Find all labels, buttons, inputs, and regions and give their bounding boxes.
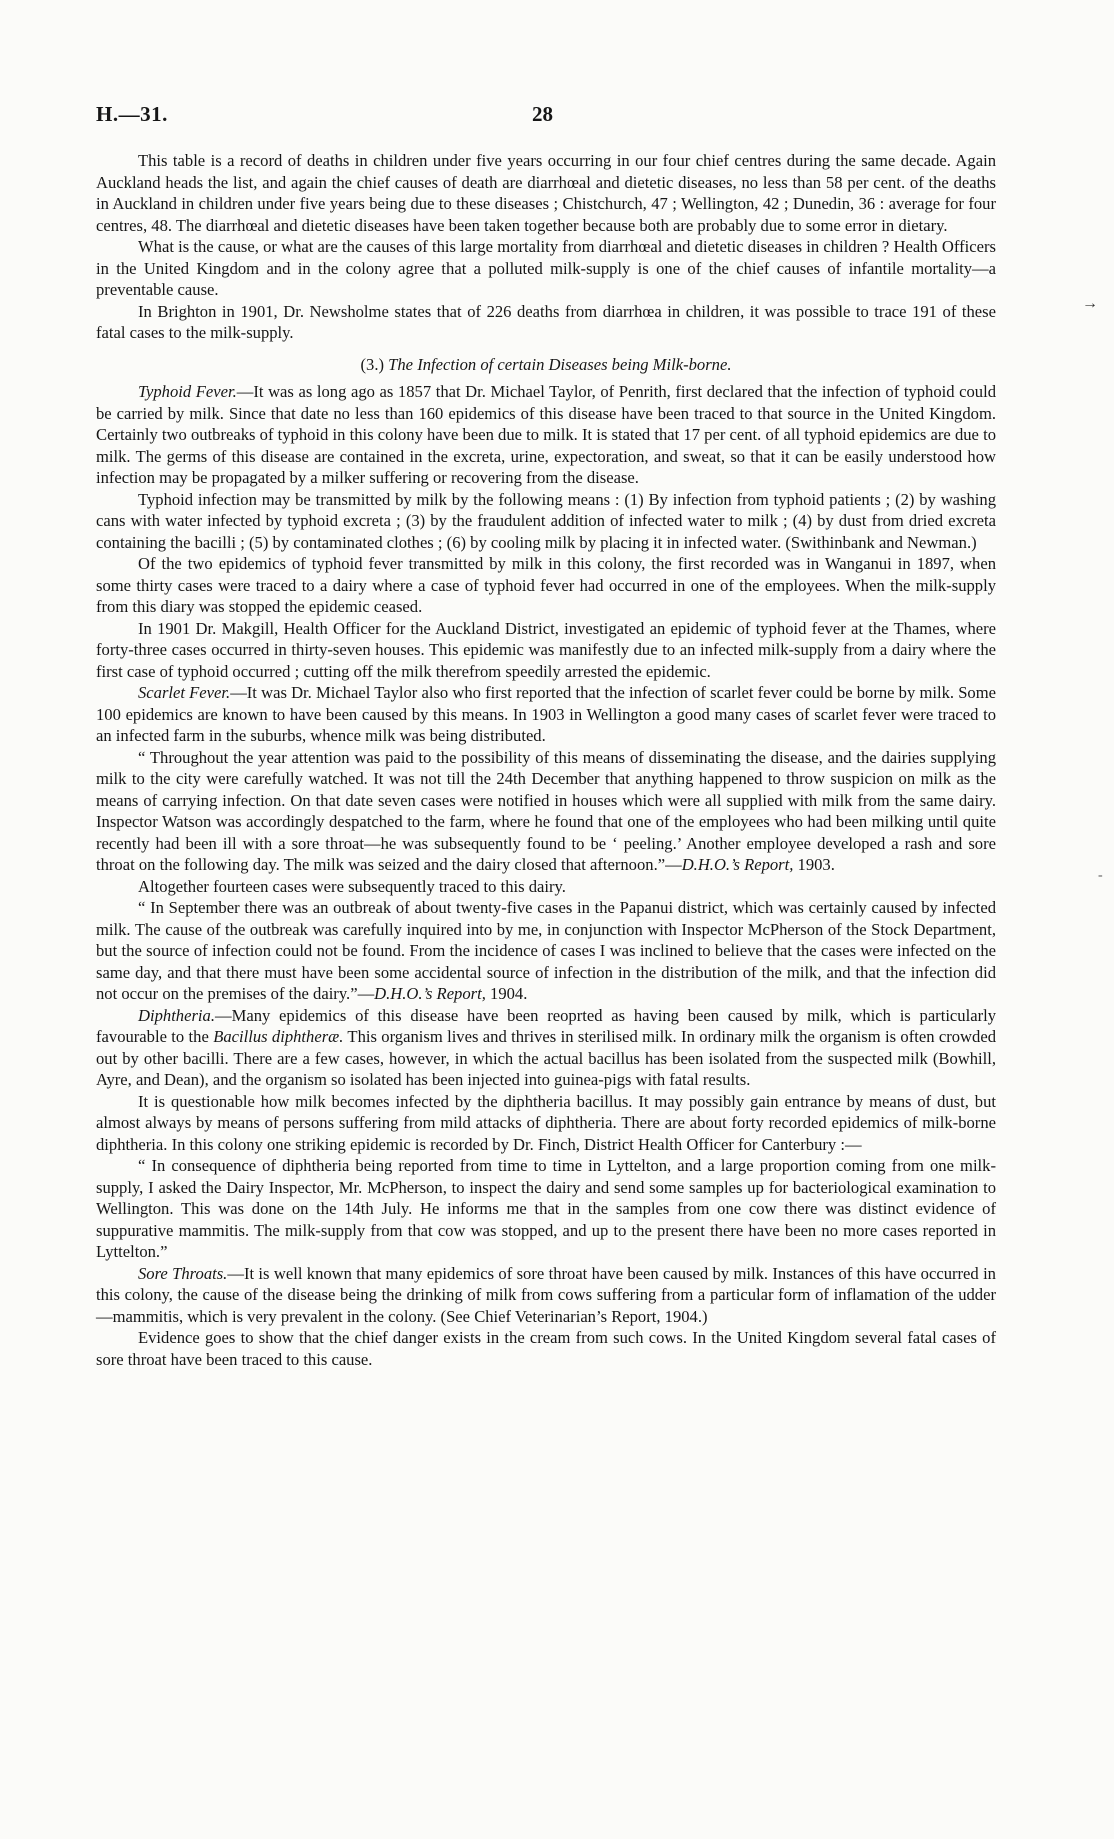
- typhoid-label: Typhoid Fever.: [138, 382, 237, 401]
- margin-arrow-mark: →: [1082, 295, 1098, 312]
- diphtheria-label: Diphtheria.: [138, 1005, 215, 1025]
- paragraph-scarlet-intro: Scarlet Fever.—It was Dr. Michael Taylor also who first reported that the infection of scarlet fever could be borne by milk. Some 100 epidemics are known to have been caused by this means. In 1903 in Wellington a good many cases of scarlet fever were traced to an infected farm in the suburbs, whence milk was being distributed.: [96, 683, 996, 745]
- paragraph-brighton: In Brighton in 1901, Dr. Newsholme states that of 226 deaths from diarrhœa in children, it was possible to trace 191 of these fatal cases to the milk-supply.: [96, 301, 996, 342]
- paragraph-typhoid-intro: Typhoid Fever.—It was as long ago as 1857 that Dr. Michael Taylor, of Penrith, first declared that the infection of typhoid could be carried by milk. Since that date no less than 160 epidemics of this disease have been traced to that source in the United Kingdom. Certainly two outbreaks of typhoid in this colony have been due to milk. It is stated that 17 per cent. of all typhoid epidemics are due to milk. The germs of this disease are contained in the excreta, urine, expectoration, and sweat, so that it can be easily understood how infection may be propagated by a milker suffering or recovering from the disease.: [96, 382, 996, 487]
- paragraph-diphtheria-quote: “ In consequence of diphtheria being reported from time to time in Lyttelton, and a large proportion coming from one milk-supply, I asked the Dairy Inspector, Mr. McPherson, to inspect the dairy and send some samples up for bacteriological examination to Wellington. This was done on the 14th July. He informs me that in the samples from one cow there was distinct evidence of suppurative mammitis. The milk-supply from that cow was stopped, and up to the present there have been no more cases reported in Lyttelton.”: [96, 1156, 996, 1261]
- paragraph-diphtheria-infection: It is questionable how milk becomes infected by the diphtheria bacillus. It may possibly gain entrance by means of dust, but almost always by means of persons suffering from mild attacks of diphtheria. There are about forty recorded epidemics of milk-borne diphtheria. In this colony one striking epidemic is recorded by Dr. Finch, District Health Officer for Canterbury :—: [96, 1091, 996, 1154]
- paragraph-scarlet-fourteen: Altogether fourteen cases were subsequently traced to this dairy.: [138, 876, 566, 896]
- paragraph-typhoid-means: Typhoid infection may be transmitted by milk by the following means : (1) By infection from typhoid patients ; (2) by washing cans with water infected by typhoid excreta ; (3) by the fraudulent addition of infected water to milk ; (4) by dust from dried excreta containing the bacilli ; (5) by contaminated clothes ; (6) by cooling milk by placing it in infected water. (Swithinbank and Newman.): [96, 489, 996, 552]
- section-title: The Infection of certain Diseases being Milk-borne.: [388, 354, 732, 374]
- page-header: [96, 102, 996, 136]
- paragraph-sore-throats: Sore Throats.—It is well known that many epidemics of sore throat have been caused by milk. Instances of this have occurred in this colony, the cause of the disease being the drinking of milk from cows suffering from a particular form of inflamation of the udder—mammitis, which is very prevalent in the colony. (See Chief Veterinarian’s Report, 1904.): [96, 1263, 996, 1326]
- report-citation: D.H.O.’s Report,: [374, 984, 486, 1003]
- body-text: [96, 150, 996, 1370]
- paragraph-typhoid-thames: In 1901 Dr. Makgill, Health Officer for the Auckland District, investigated an epidemic of typhoid fever at the Thames, where forty-three cases occurred in thirty-seven houses. This epidemic was manifestly due to an infected milk-supply from a dairy where the first case of typhoid occurred ; cutting off the milk therefrom speedily arrested the epidemic.: [96, 618, 996, 681]
- margin-dash-mark: -: [1098, 868, 1103, 883]
- page-number: 28: [532, 102, 553, 126]
- sore-throats-label: Sore Throats.: [138, 1263, 228, 1283]
- bacillus-term: Bacillus diphtheræ.: [213, 1027, 344, 1046]
- section-number: (3.): [360, 354, 384, 374]
- section-heading: [96, 354, 996, 376]
- paragraph-table-record: This table is a record of deaths in children under five years occurring in our four chief centres during the same decade. Again Auckland heads the list, and again the chief causes of death are diarrhœal and dietetic diseases, no less than 58 per cent. of the deaths in Auckland in children under five years being due to these diseases ; Chistchurch, 47 ; Wellington, 42 ; Dunedin, 36 : average for four centres, 48. The diarrhœal and dietetic diseases have been taken together because both are probably due to some error in dietary.: [96, 151, 996, 235]
- paragraph-scarlet-quote-1904: “ In September there was an outbreak of about twenty-five cases in the Papanui district, which was certainly caused by infected milk. The cause of the outbreak was carefully inquired into by me, in conjunction with Inspector McPherson of the Stock Department, but the source of infection could not be found. From the incidence of cases I was inclined to believe that the cases were infected on the same day, and that there must have been some accidental source of infection in the distribution of the milk, and that the infection did not occur on the premises of the dairy.”—D.H.O.’s Report, 1904.: [96, 898, 996, 1003]
- document-reference: H.—31.: [96, 102, 168, 126]
- paragraph-cream-danger: Evidence goes to show that the chief danger exists in the cream from such cows. In the United Kingdom several fatal cases of sore throat have been traced to this cause.: [96, 1328, 996, 1369]
- paragraph-cause-question: What is the cause, or what are the causes of this large mortality from diarrhœal and dietetic diseases in children ? Health Officers in the United Kingdom and in the colony agree that a polluted milk-supply is one of the chief causes of infantile mortality—a preventable cause.: [96, 237, 996, 299]
- scarlet-label: Scarlet Fever.: [138, 683, 231, 702]
- paragraph-scarlet-quote-1903: “ Throughout the year attention was paid to the possibility of this means of disseminating the disease, and the dairies supplying milk to the city were carefully watched. It was not till the 24th December that anything happened to throw suspicion on milk as the means of carrying infection. On that date seven cases were notified in houses which were all supplied with milk from the same dairy. Inspector Watson was accordingly despatched to the farm, where he found that one of the employees who had been milking until quite recently had been ill with a sore throat—he was subsequently found to be ‘ peeling.’ Another employee developed a rash and sore throat on the following day. The milk was seized and the dairy closed that afternoon.”—D.H.O.’s Report, 1903.: [96, 747, 996, 874]
- paragraph-diphtheria-intro: Diphtheria.—Many epidemics of this disease have been reoprted as having been caused by milk, which is particularly favourable to the Bacillus diphtheræ. This organism lives and thrives in sterilised milk. In ordinary milk the organism is often crowded out by other bacilli. There are a few cases, however, in which the actual bacillus has been isolated from the suspected milk (Bowhill, Ayre, and Dean), and the organism so isolated has been injected into guinea-pigs with fatal results.: [96, 1005, 996, 1089]
- paragraph-typhoid-wanganui: Of the two epidemics of typhoid fever transmitted by milk in this colony, the first recorded was in Wanganui in 1897, when some thirty cases were traced to a dairy where a case of typhoid fever had occurred in one of the employees. When the milk-supply from this diary was stopped the epidemic ceased.: [96, 554, 996, 616]
- report-citation: D.H.O.’s Report,: [681, 855, 794, 874]
